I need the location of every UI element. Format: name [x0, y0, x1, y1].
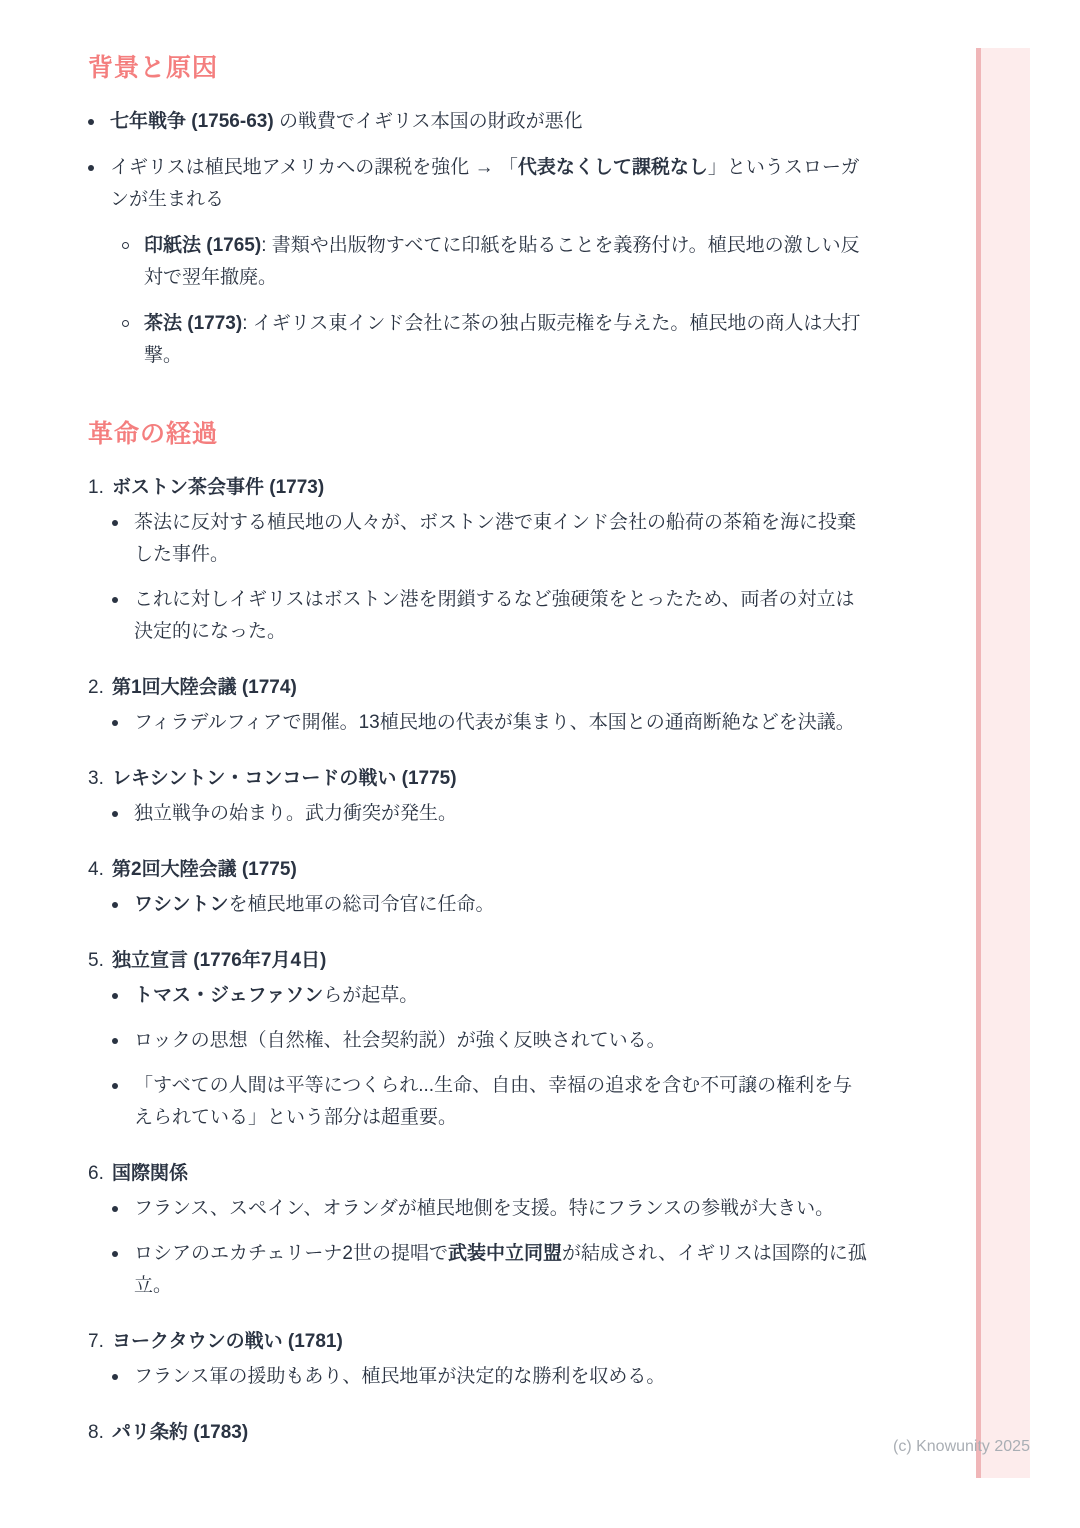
numbered-item-title — [88, 672, 868, 704]
sub-list — [88, 507, 868, 648]
text-segment: 茶法に反対する植民地の人々が、ボストン港で東インド会社の船荷の茶箱を海に投棄した事件。 — [134, 512, 857, 565]
bullet-icon — [88, 152, 110, 171]
list-item — [88, 152, 868, 216]
numbered-item-title — [88, 1326, 868, 1358]
sub-list-item — [112, 507, 868, 571]
text-segment: パリ条約 (1783) — [112, 1422, 249, 1443]
sub-list-item-text — [134, 1193, 868, 1225]
numbered-item-title-text — [112, 1417, 868, 1449]
text-segment: : イギリス東インド会社に茶の独占販売権を与えた。植民地の商人は大打撃。 — [144, 313, 861, 366]
sub-list-item-text — [134, 707, 868, 739]
bullet-icon — [112, 980, 134, 999]
bullet-icon — [112, 1025, 134, 1044]
sub-list-item-text — [134, 1361, 868, 1393]
bullet-icon — [112, 1193, 134, 1212]
sub-list — [88, 980, 868, 1134]
text-segment: 第1回大陸会議 (1774) — [112, 677, 297, 698]
numbered-item — [88, 672, 868, 739]
sub-list-item-text — [134, 889, 868, 921]
text-segment: らが起草。 — [323, 985, 419, 1006]
numbered-item-title-text — [112, 1326, 868, 1358]
numbered-item-label: 7. — [88, 1331, 104, 1352]
numbered-item-title-text — [112, 763, 868, 795]
bullet-icon — [112, 707, 134, 726]
circle-bullet-icon — [122, 230, 144, 249]
text-segment: が結成され、イギリスは国際的に孤立。 — [134, 1243, 867, 1296]
text-segment: トマス・ジェファソン — [134, 985, 324, 1006]
sub-list — [88, 707, 868, 739]
sub-list-item-text — [134, 584, 868, 648]
numbered-item-label: 2. — [88, 677, 104, 698]
sub-list-item — [122, 230, 868, 294]
sub-list-item — [112, 798, 868, 830]
text-segment: ロックの思想（自然権、社会契約説）が強く反映されている。 — [134, 1030, 666, 1051]
sub-list — [88, 1193, 868, 1302]
section-heading-revolution: 革命の経過 — [88, 420, 219, 448]
numbered-item — [88, 1417, 868, 1449]
text-segment: : 書類や出版物すべてに印紙を貼ることを義務付け。植民地の激しい反対で翌年撤廃。 — [144, 235, 860, 288]
section-background-causes — [88, 48, 868, 372]
text-segment: 「すべての人間は平等につくられ...生命、自由、幸福の追求を含む不可譲の権利を与えられている」という部分は超重要。 — [134, 1075, 853, 1128]
sub-list — [88, 1361, 868, 1393]
bullet-icon — [112, 584, 134, 603]
text-segment: ロシアのエカチェリーナ2世の提唱で — [134, 1243, 448, 1264]
numbered-item-label: 8. — [88, 1422, 104, 1443]
sub-list-item-text — [134, 1238, 868, 1302]
text-segment: これに対しイギリスはボストン港を閉鎖するなど強硬策をとったため、両者の対立は決定的になった。 — [134, 589, 855, 642]
sub-list-item — [112, 980, 868, 1012]
bullet-icon — [112, 1361, 134, 1380]
bullet-icon — [112, 1238, 134, 1257]
numbered-item-title — [88, 1158, 868, 1190]
numbered-item — [88, 945, 868, 1134]
text-segment: 印紙法 (1765) — [144, 235, 262, 256]
circle-bullet-icon — [122, 308, 144, 327]
sub-list-item — [112, 1238, 868, 1302]
sub-list-item-text — [144, 230, 868, 294]
sub-list-item-text — [134, 1070, 868, 1134]
list-item-text — [110, 152, 868, 216]
numbered-item-label: 1. — [88, 477, 104, 498]
section-revolution-course — [88, 414, 868, 1449]
text-segment: ワシントン — [134, 894, 229, 915]
sub-list-item — [112, 707, 868, 739]
numbered-item — [88, 472, 868, 648]
text-segment: ヨークタウンの戦い (1781) — [112, 1331, 343, 1352]
numbered-item — [88, 1158, 868, 1302]
text-segment: 国際関係 — [112, 1163, 189, 1184]
bullet-icon — [112, 889, 134, 908]
numbered-item-title — [88, 854, 868, 886]
text-segment: を植民地軍の総司令官に任命。 — [228, 894, 495, 915]
text-segment: フランス、スペイン、オランダが植民地側を支援。特にフランスの参戦が大きい。 — [134, 1198, 835, 1219]
sub-list-item — [122, 308, 868, 372]
numbered-item-title — [88, 472, 868, 504]
sub-list-item-text — [144, 308, 868, 372]
sub-list-item-text — [134, 1025, 868, 1057]
numbered-item-title-text — [112, 672, 868, 704]
numbered-item-title — [88, 945, 868, 977]
sub-list — [88, 798, 868, 830]
text-segment: ボストン茶会事件 (1773) — [112, 477, 325, 498]
sub-list-item-text — [134, 980, 868, 1012]
numbered-item-title-text — [112, 472, 868, 504]
sub-list-item — [112, 1025, 868, 1057]
sub-list-item — [112, 1361, 868, 1393]
numbered-item-label: 6. — [88, 1163, 104, 1184]
numbered-item — [88, 1326, 868, 1393]
numbered-item — [88, 854, 868, 921]
text-segment: 七年戦争 (1756-63) — [110, 111, 274, 132]
text-segment: の戦費でイギリス本国の財政が悪化 — [273, 111, 583, 132]
text-segment: フランス軍の援助もあり、植民地軍が決定的な勝利を収める。 — [134, 1366, 666, 1387]
text-segment: フィラデルフィアで開催。13植民地の代表が集まり、本国との通商断絶などを決議。 — [134, 712, 855, 733]
numbered-item-label: 3. — [88, 768, 104, 789]
text-segment: 」というスローガンが生まれる — [110, 157, 860, 210]
bullet-icon — [112, 798, 134, 817]
text-segment: イギリスは植民地アメリカへの課税を強化 → 「 — [110, 157, 518, 178]
text-segment: 武装中立同盟 — [448, 1243, 563, 1264]
numbered-item-title-text — [112, 1158, 868, 1190]
numbered-item-title — [88, 1417, 868, 1449]
text-segment: 代表なくして課税なし — [517, 157, 708, 178]
notes-content — [88, 48, 868, 1473]
sub-list-item — [112, 584, 868, 648]
sub-list — [88, 889, 868, 921]
bullet-icon — [112, 507, 134, 526]
sub-list-item — [112, 1070, 868, 1134]
numbered-item-title-text — [112, 945, 868, 977]
sub-list-item-text — [134, 507, 868, 571]
numbered-item-label: 4. — [88, 859, 104, 880]
text-segment: レキシントン・コンコードの戦い (1775) — [112, 768, 457, 789]
numbered-item-label: 5. — [88, 950, 104, 971]
text-segment: 第2回大陸会議 (1775) — [112, 859, 297, 880]
bullet-icon — [88, 106, 110, 125]
text-segment: 独立宣言 (1776年7月4日) — [112, 950, 327, 971]
numbered-item — [88, 763, 868, 830]
numbered-item-title — [88, 763, 868, 795]
numbered-item-title-text — [112, 854, 868, 886]
text-segment: 茶法 (1773) — [144, 313, 243, 334]
sub-list-item — [112, 1193, 868, 1225]
footer-copyright: (c) Knowunity 2025 — [893, 1438, 1030, 1455]
decorative-side-bar — [976, 48, 1030, 1478]
sub-list-item — [112, 889, 868, 921]
sub-list-item-text — [134, 798, 868, 830]
text-segment: 独立戦争の始まり。武力衝突が発生。 — [134, 803, 458, 824]
sub-list — [88, 230, 868, 372]
list-item — [88, 106, 868, 138]
section-heading-background: 背景と原因 — [88, 54, 219, 82]
bullet-icon — [112, 1070, 134, 1089]
list-item-text — [110, 106, 868, 138]
